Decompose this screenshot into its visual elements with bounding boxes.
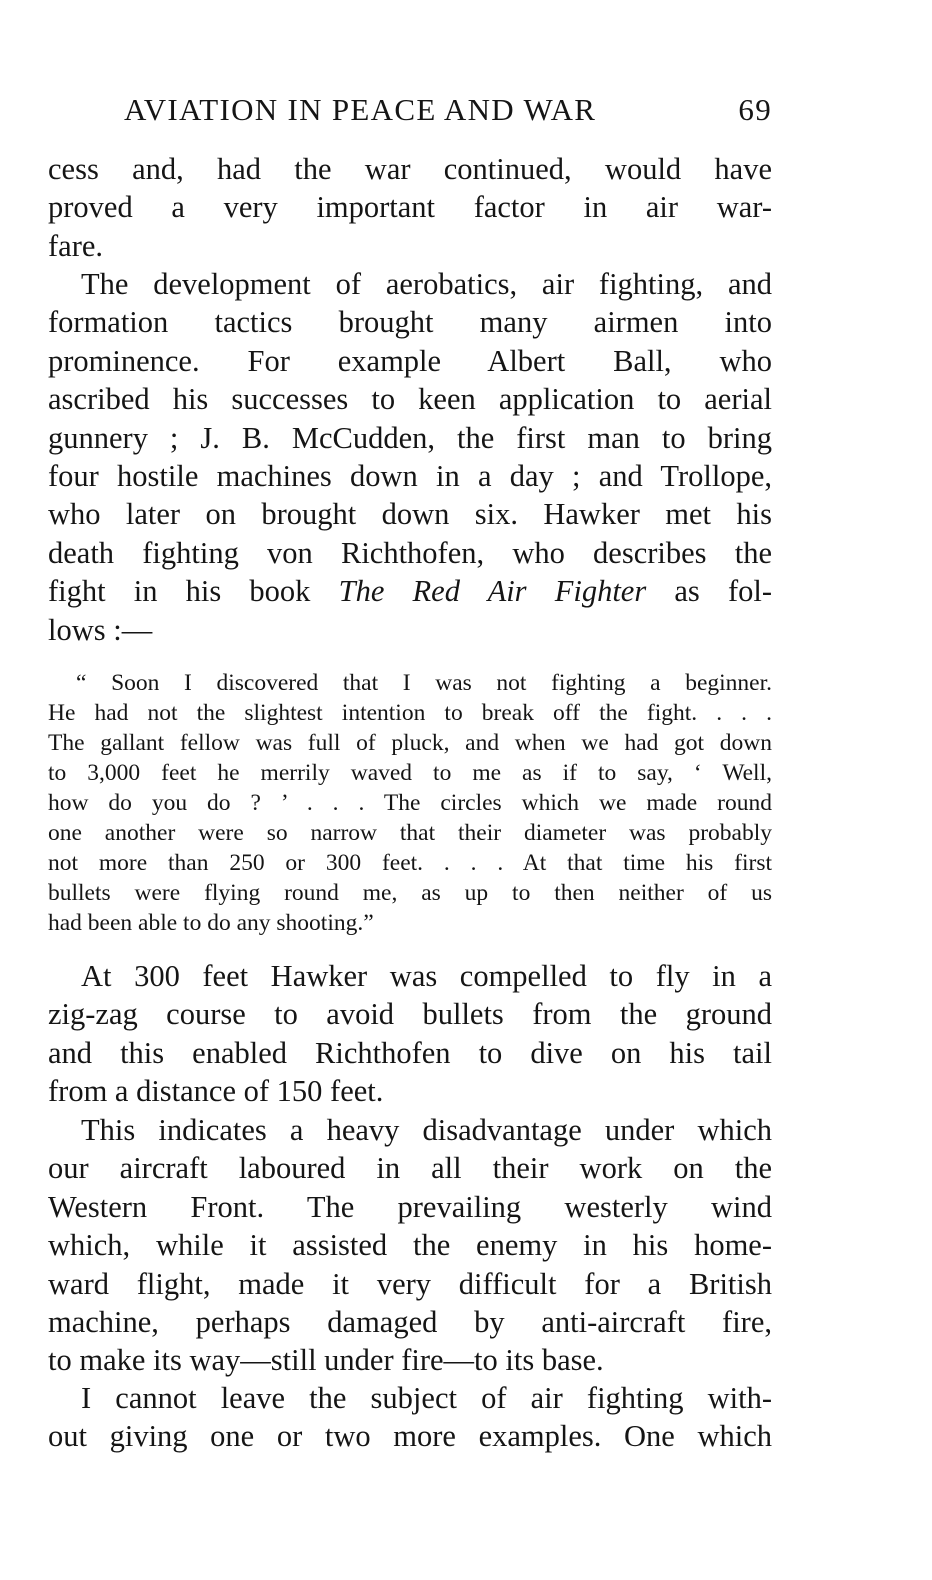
paragraph-aerobatics: [48, 265, 772, 649]
quote-line: “ Soon I discovered that I was not fighting a beginner.: [76, 670, 772, 696]
block-quote: [48, 668, 772, 938]
text-line: zig-zag course to avoid bullets from the ground: [48, 997, 772, 1032]
quote-line: He had not the slightest intention to break off the fight. . . .: [48, 700, 772, 726]
quote-line: one another were so narrow that their diameter was probably: [48, 820, 772, 846]
paragraph-examples: [48, 1379, 772, 1456]
text-line: lows :—: [48, 612, 153, 647]
page-number: 69: [738, 92, 772, 127]
text-line: prominence. For example Albert Ball, who: [48, 343, 772, 378]
text-line: Western Front. The prevailing westerly wind: [48, 1189, 772, 1224]
text-line: This indicates a heavy disadvantage under which: [81, 1113, 772, 1147]
text-line: gunnery ; J. B. McCudden, the first man to bring: [48, 420, 772, 455]
text-line: I cannot leave the subject of air fighting with-: [81, 1381, 772, 1415]
text-line: death fighting von Richthofen, who describes the: [48, 535, 772, 570]
running-title: AVIATION IN PEACE AND WAR: [124, 92, 597, 127]
paragraph-disadvantage: [48, 1111, 772, 1380]
text-line: machine, perhaps damaged by anti-aircraft fire,: [48, 1304, 772, 1339]
text-line: At 300 feet Hawker was compelled to fly in a: [81, 959, 772, 993]
text-segment: fight in his book: [48, 574, 339, 609]
text-line: our aircraft laboured in all their work on the: [48, 1151, 772, 1186]
text-line: to make its way—still under fire—to its base.: [48, 1343, 604, 1378]
quote-line: had been able to do any shooting.”: [48, 910, 374, 936]
paragraph-continuation: [48, 150, 772, 265]
text-line: The development of aerobatics, air fighting, and: [81, 267, 772, 301]
quote-line: how do you do ? ’ . . . The circles which we made round: [48, 790, 772, 816]
text-line: and this enabled Richthofen to dive on his tail: [48, 1035, 772, 1070]
text-line: ascribed his successes to keen application to aerial: [48, 382, 772, 417]
text-line-with-book-title: [48, 572, 772, 610]
text-line: formation tactics brought many airmen into: [48, 305, 772, 340]
book-title: The Red Air Fighter: [338, 574, 647, 609]
text-line: which, while it assisted the enemy in his home-: [48, 1228, 772, 1263]
quote-line: The gallant fellow was full of pluck, and when we had got down: [48, 730, 772, 756]
quote-line: bullets were flying round me, as up to then neither of us: [48, 880, 772, 906]
text-segment: as fol-: [646, 574, 772, 609]
text-line: cess and, had the war continued, would have: [48, 152, 772, 186]
quote-line: not more than 250 or 300 feet. . . . At that time his first: [48, 850, 772, 876]
text-line: out giving one or two more examples. One which: [48, 1419, 772, 1454]
text-line: proved a very important factor in air war-: [48, 190, 772, 225]
running-header: [124, 90, 772, 130]
text-line: four hostile machines down in a day ; and Trollope,: [48, 458, 772, 493]
paragraph-hawker: [48, 957, 772, 1111]
text-line: from a distance of 150 feet.: [48, 1074, 384, 1109]
text-line: ward flight, made it very difficult for a British: [48, 1266, 772, 1301]
text-line: who later on brought down six. Hawker met his: [48, 497, 772, 532]
text-line: fare.: [48, 228, 104, 263]
quote-line: to 3,000 feet he merrily waved to me as if to say, ‘ Well,: [48, 760, 772, 786]
